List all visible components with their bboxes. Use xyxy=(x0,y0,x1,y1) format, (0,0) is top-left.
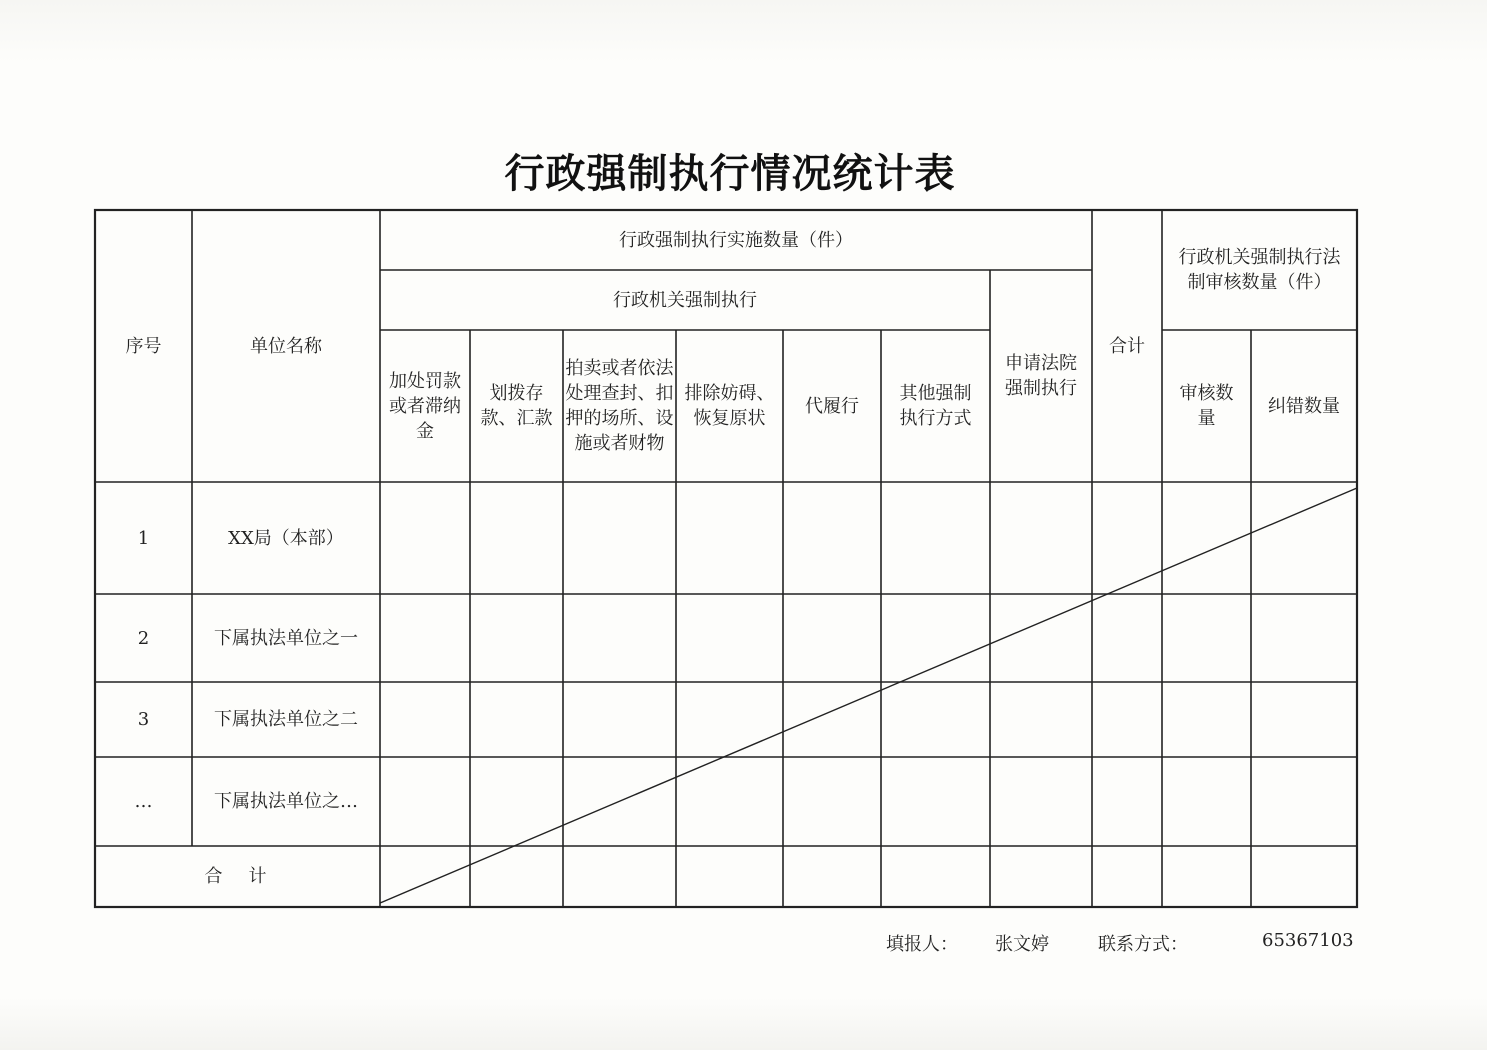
header-col-remove: 排除妨碍、恢复原状 xyxy=(684,383,775,429)
filler-name: 张文婷 xyxy=(995,934,1049,955)
row-3-name: 下属执法单位之二 xyxy=(214,709,358,730)
total-row-label: 合 计 xyxy=(204,866,271,887)
header-col-total: 合计 xyxy=(1109,335,1145,357)
row-4-seq: … xyxy=(134,791,153,812)
header-col-correct: 纠错数量 xyxy=(1268,395,1340,417)
header-col-fine: 加处罚款或者滞纳金 xyxy=(389,370,461,442)
header-col-auction: 拍卖或者依法处理查封、扣押的场所、设施或者财物 xyxy=(565,358,674,454)
filler-label: 填报人： xyxy=(886,934,958,955)
header-col-transfer: 划拨存款、汇款 xyxy=(480,383,553,429)
document-title: 行政强制执行情况统计表 xyxy=(504,151,956,197)
header-col-review: 审核数量 xyxy=(1179,383,1234,429)
contact-label: 联系方式： xyxy=(1098,934,1188,955)
row-2-name: 下属执法单位之一 xyxy=(214,627,358,649)
row-3-seq: 3 xyxy=(137,709,150,730)
header-admin-exec: 行政机关强制执行 xyxy=(613,289,757,311)
row-4-name: 下属执法单位之… xyxy=(214,791,358,812)
header-review-group: 行政机关强制执行法制审核数量（件） xyxy=(1178,247,1341,293)
header-impl-count: 行政强制执行实施数量（件） xyxy=(619,229,853,251)
header-seq: 序号 xyxy=(125,335,162,357)
contact-value: 65367103 xyxy=(1262,930,1354,951)
row-2-seq: 2 xyxy=(137,627,150,649)
row-1-name: XX局（本部） xyxy=(228,527,344,549)
row-1-seq: 1 xyxy=(137,527,150,549)
header-col-court: 申请法院强制执行 xyxy=(1005,353,1077,399)
header-unit-name: 单位名称 xyxy=(250,335,322,357)
header-col-proxy: 代履行 xyxy=(805,395,859,417)
header-col-other: 其他强制执行方式 xyxy=(899,383,972,429)
